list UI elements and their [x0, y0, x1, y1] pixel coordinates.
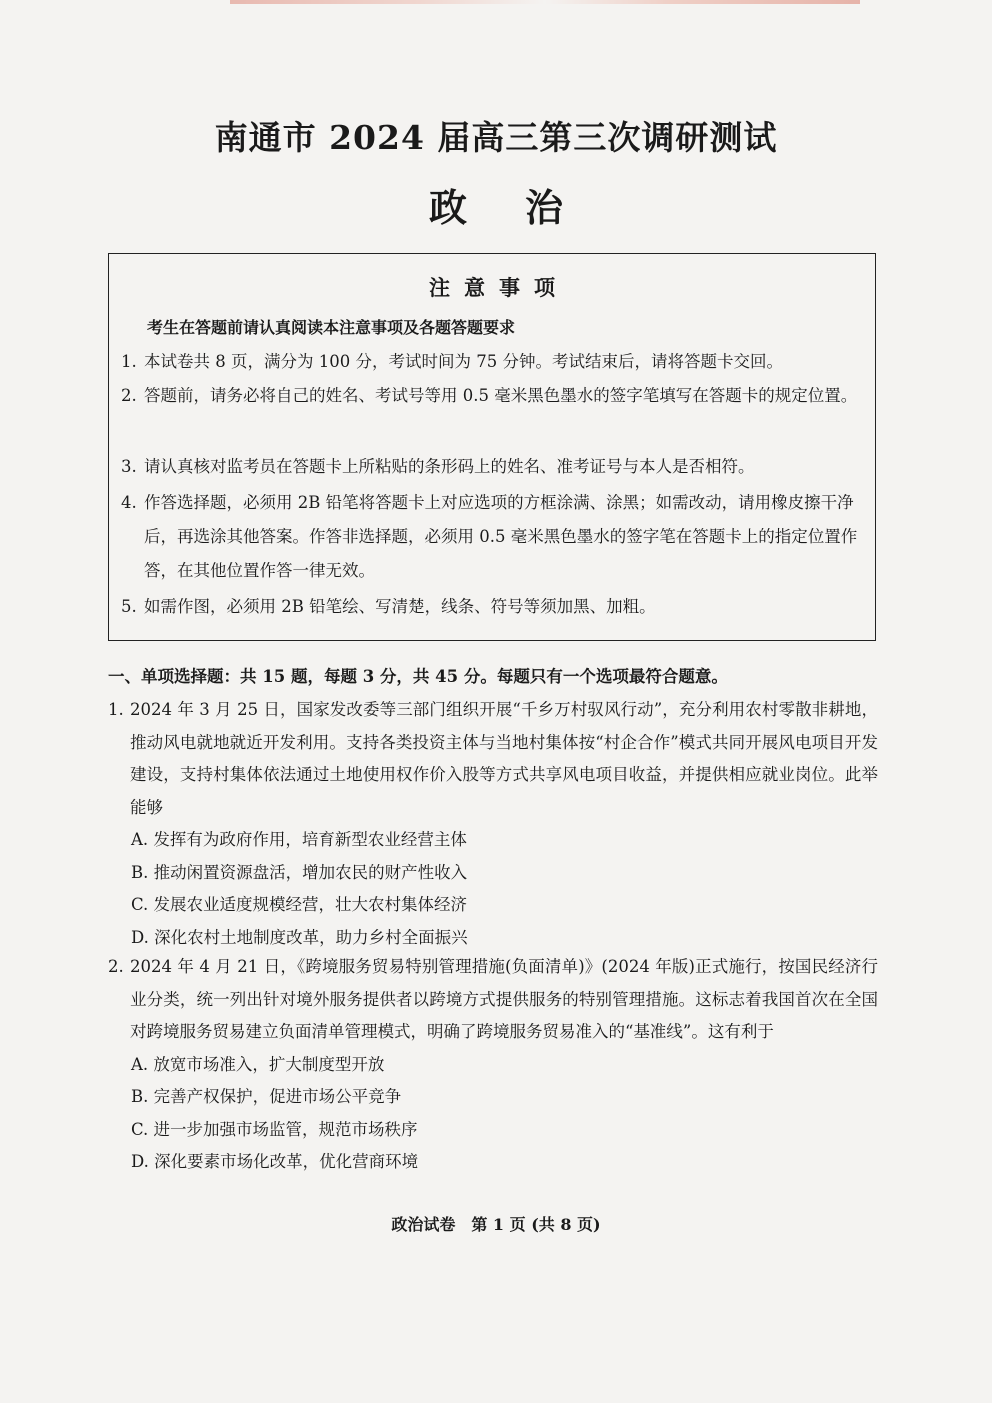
notice-item-text: 本试卷共 8 页，满分为 100 分，考试时间为 75 分钟。考试结束后，请将答题卡交回。	[144, 352, 783, 371]
option-a: A. 放宽市场准入，扩大制度型开放	[131, 1054, 385, 1074]
option-b: B. 推动闲置资源盘活，增加农民的财产性收入	[131, 862, 468, 882]
notice-item-number: 3.	[121, 457, 137, 476]
question-2	[108, 951, 878, 1179]
question-stem: 2024 年 4 月 21 日，《跨境服务贸易特别管理措施(负面清单)》(2024 年版)正式施行，按国民经济行业分类，统一列出针对境外服务提供者以跨境方式提供服务的特别管理措施。这标志着我国首次在全国对跨境服务贸易建立负面清单管理模式，明确了跨境服务贸易准入的“基准线”。这有利于	[130, 957, 878, 1041]
option-c: C. 发展农业适度规模经营，壮大农村集体经济	[131, 895, 468, 914]
notice-item-number: 5.	[121, 597, 137, 616]
notice-item-1	[121, 345, 869, 379]
option-a: A. 发挥有为政府作用，培育新型农业经营主体	[131, 830, 467, 849]
notice-subtitle: 考生在答题前请认真阅读本注意事项及各题答题要求	[147, 318, 516, 337]
question-stem: 2024 年 3 月 25 日，国家发改委等三部门组织开展“千乡万村驭风行动”，充分利用农村零散非耕地，推动风电就地就近开发利用。支持各类投资主体与当地村集体按“村企合作”模式共同开展风电项目开发建设，支持村集体依法通过土地使用权作价入股等方式共享风电项目收益，并提供相应就业岗位。此举能够	[130, 700, 878, 817]
page-footer: 政治试卷 第 1 页 (共 8 页)	[391, 1215, 601, 1234]
scan-edge-strip	[230, 0, 860, 4]
notice-item-3	[121, 450, 869, 484]
notice-item-text: 如需作图，必须用 2B 铅笔绘、写清楚，线条、符号等须加黑、加粗。	[144, 597, 656, 616]
notice-item-5	[121, 590, 869, 624]
notice-box	[108, 253, 876, 641]
notice-item-text: 请认真核对监考员在答题卡上所粘贴的条形码上的姓名、准考证号与本人是否相符。	[144, 457, 755, 476]
notice-item-number: 4.	[121, 493, 137, 512]
notice-item-text: 答题前，请务必将自己的姓名、考试号等用 0.5 毫米黑色墨水的签字笔填写在答题卡的规定位置。	[144, 386, 858, 405]
option-d: D. 深化农村土地制度改革，助力乡村全面振兴	[131, 927, 468, 947]
question-number: 2.	[108, 957, 124, 976]
question-number: 1.	[108, 700, 124, 719]
section-heading: 一、单项选择题：共 15 题，每题 3 分，共 45 分。每题只有一个选项最符合题意。	[108, 667, 728, 686]
notice-item-number: 1.	[121, 352, 137, 371]
notice-item-number: 2.	[121, 386, 137, 405]
subject-title: 政治	[428, 185, 621, 230]
exam-title: 南通市 2024 届高三第三次调研测试	[214, 118, 778, 157]
notice-title: 注意事项	[429, 275, 569, 300]
option-c: C. 进一步加强市场监管，规范市场秩序	[131, 1119, 418, 1139]
notice-item-text: 作答选择题，必须用 2B 铅笔将答题卡上对应选项的方框涂满、涂黑；如需改动，请用橡皮擦干净后，再选涂其他答案。作答非选择题，必须用 0.5 毫米黑色墨水的签字笔在答题卡上的指定位置作答，在其他位置作答一律无效。	[144, 493, 858, 580]
option-d: D. 深化要素市场化改革，优化营商环境	[131, 1152, 419, 1171]
notice-item-4	[121, 486, 869, 588]
option-b: B. 完善产权保护，促进市场公平竞争	[131, 1087, 402, 1106]
notice-item-2	[121, 379, 869, 413]
question-1	[108, 694, 878, 954]
